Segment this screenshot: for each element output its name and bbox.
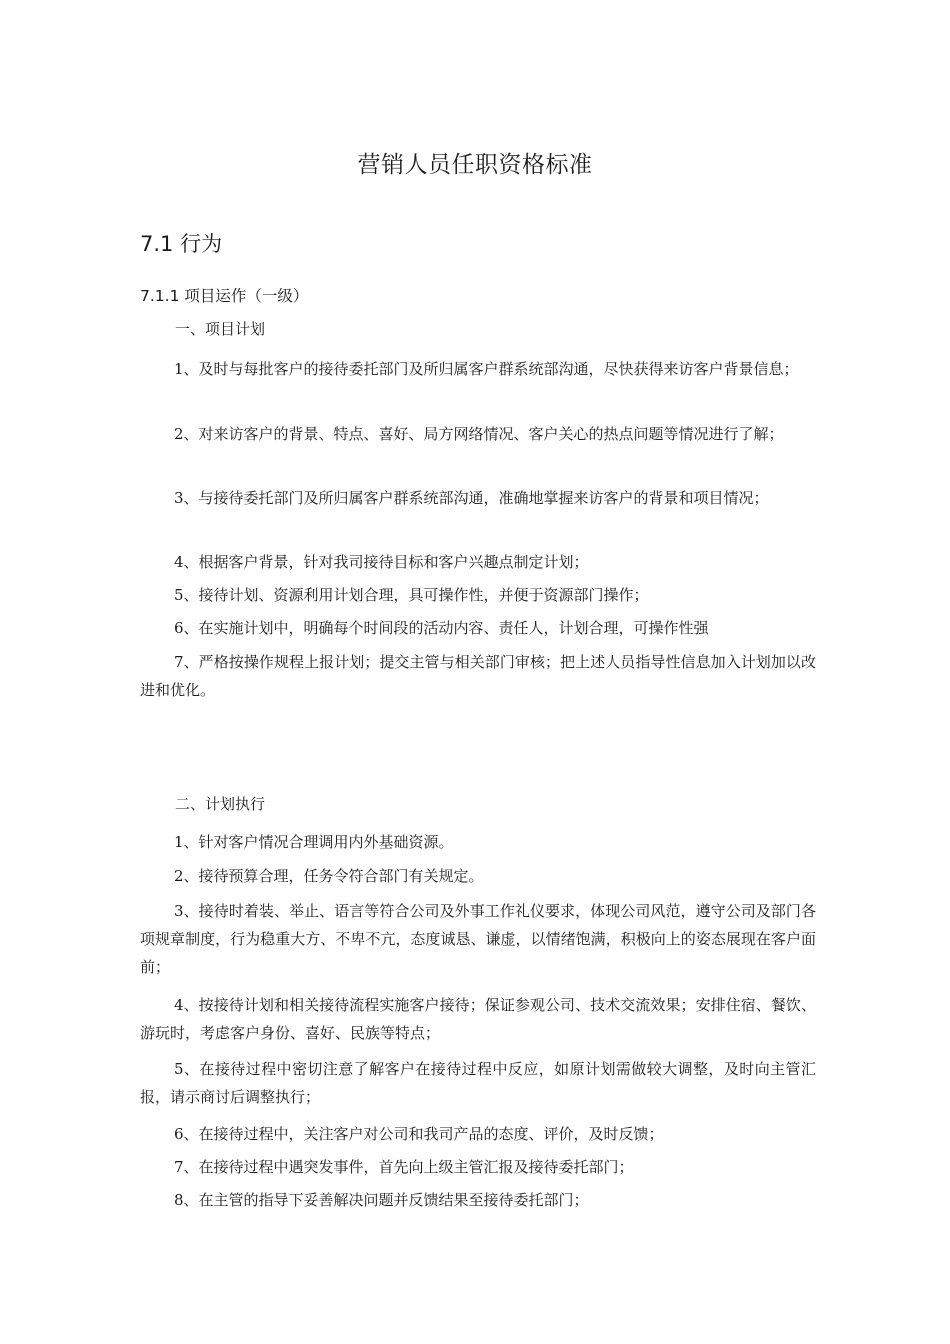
part2-item-4: 4、按接待计划和相关接待流程实施客户接待；保证参观公司、技术交流效果；安排住宿、餐饮、游玩时，考虑客户身份、喜好、民族等特点； bbox=[140, 996, 816, 1042]
part2-item-6: 6、在接待过程中，关注客户对公司和我司产品的态度、评价，及时反馈； bbox=[174, 1125, 664, 1143]
document-title: 营销人员任职资格标准 bbox=[357, 152, 593, 178]
part1-heading: 一、项目计划 bbox=[175, 320, 266, 338]
section-heading: 7.1 行为 bbox=[140, 232, 223, 256]
part1-item-7: 7、严格按操作规程上报计划；提交主管与相关部门审核；把上述人员指导性信息加入计划加以改进和优化。 bbox=[140, 653, 816, 699]
part2-heading: 二、计划执行 bbox=[175, 795, 266, 813]
part2-item-5: 5、在接待过程中密切注意了解客户在接待过程中反应，如原计划需做较大调整，及时向主管汇报，请示商讨后调整执行； bbox=[140, 1060, 816, 1106]
part2-item-1: 1、针对客户情况合理调用内外基础资源。 bbox=[174, 833, 454, 851]
part2-item-8: 8、在主管的指导下妥善解决问题并反馈结果至接待委托部门； bbox=[174, 1191, 589, 1209]
part1-item-3: 3、与接待委托部门及所归属客户群系统部沟通，准确地掌握来访客户的背景和项目情况； bbox=[174, 489, 769, 507]
part2-item-2: 2、接待预算合理，任务令符合部门有关规定。 bbox=[174, 867, 484, 885]
part1-item-2: 2、对来访客户的背景、特点、喜好、局方网络情况、客户关心的热点问题等情况进行了解； bbox=[174, 425, 784, 443]
part1-item-6: 6、在实施计划中，明确每个时间段的活动内容、责任人，计划合理，可操作性强 bbox=[174, 619, 709, 637]
part2-item-3: 3、接待时着装、举止、语言等符合公司及外事工作礼仪要求，体现公司风范，遵守公司及部门各项规章制度，行为稳重大方、不卑不亢，态度诚恳、谦虚，以情绪饱满，积极向上的姿态展现在客户面前； bbox=[140, 902, 816, 976]
subsection-heading: 7.1.1 项目运作（一级） bbox=[140, 287, 309, 305]
part1-item-5: 5、接待计划、资源利用计划合理，具可操作性，并便于资源部门操作； bbox=[174, 586, 649, 604]
part2-item-7: 7、在接待过程中遇突发事件，首先向上级主管汇报及接待委托部门； bbox=[174, 1158, 634, 1176]
part1-item-1: 1、及时与每批客户的接待委托部门及所归属客户群系统部沟通，尽快获得来访客户背景信息； bbox=[174, 360, 799, 378]
part1-item-4: 4、根据客户背景，针对我司接待目标和客户兴趣点制定计划； bbox=[174, 553, 589, 571]
